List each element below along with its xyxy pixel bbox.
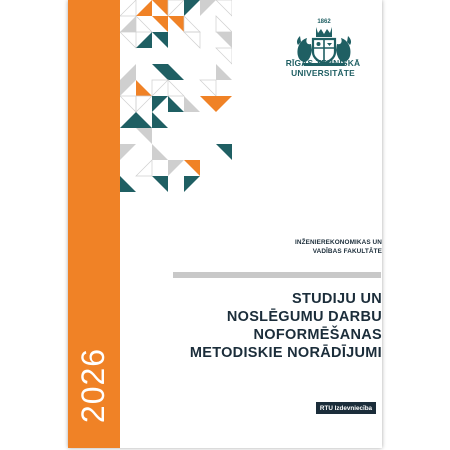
publisher-label: RTU Izdevniecība — [319, 404, 373, 412]
title-line: NOFORMĒŠANAS — [253, 327, 382, 343]
pattern-triangle — [120, 16, 136, 32]
document-title — [160, 290, 382, 362]
title-line: NOSLĒGUMU DARBU — [226, 309, 382, 325]
pattern-triangle — [152, 64, 168, 80]
pattern-triangle — [152, 96, 168, 112]
gray-divider-bar — [173, 272, 381, 278]
pattern-triangle — [216, 48, 232, 64]
pattern-triangle — [184, 16, 200, 32]
pattern-triangle — [120, 144, 136, 160]
pattern-triangle — [200, 96, 216, 112]
pattern-triangle — [184, 176, 200, 192]
faculty-line1: INŽENIEREKONOMIKAS UN — [295, 239, 382, 246]
university-name — [264, 58, 382, 78]
pattern-triangle — [168, 16, 184, 32]
publisher-badge — [316, 402, 376, 414]
pattern-triangle — [216, 64, 232, 80]
pattern-triangle — [216, 144, 232, 160]
title-line: STUDIJU UN — [291, 291, 382, 307]
book-cover — [68, 0, 382, 448]
pattern-triangle — [120, 112, 136, 128]
pattern-triangle — [152, 144, 168, 160]
pattern-triangle — [120, 176, 136, 192]
pattern-triangle — [136, 16, 152, 32]
pattern-triangle — [136, 32, 152, 48]
pattern-triangle — [136, 128, 152, 144]
pattern-triangle — [120, 96, 136, 112]
pattern-triangle — [120, 80, 136, 96]
faculty-name — [258, 238, 382, 256]
pattern-triangle — [152, 80, 168, 96]
university-name-line2: UNIVERSITĀTE — [291, 68, 355, 78]
pattern-triangle — [216, 0, 232, 16]
pattern-triangle — [184, 0, 200, 16]
pattern-triangle — [216, 16, 232, 32]
title-line: METODISKIE NORĀDĪJUMI — [189, 345, 382, 361]
pattern-triangle — [168, 0, 184, 16]
triangle-pattern — [120, 0, 232, 200]
logo-est-year: 1862 — [317, 19, 331, 25]
pattern-triangle — [216, 32, 232, 48]
pattern-triangle — [184, 96, 200, 112]
pattern-triangle — [136, 80, 152, 96]
pattern-triangle — [152, 176, 168, 192]
pattern-triangle — [136, 96, 152, 112]
year-text: 2026 — [75, 347, 112, 423]
pattern-triangle — [168, 160, 184, 176]
pattern-triangle — [120, 0, 136, 16]
pattern-triangle — [152, 112, 168, 128]
university-name-line1: RĪGAS TEHNISKĀ — [285, 58, 361, 68]
year-label — [68, 330, 122, 440]
pattern-triangle — [184, 160, 200, 176]
pattern-triangle — [136, 0, 152, 16]
pattern-triangle — [168, 80, 184, 96]
pattern-triangle — [136, 160, 152, 176]
pattern-triangle — [216, 96, 232, 112]
pattern-triangle — [152, 16, 168, 32]
pattern-triangle — [184, 32, 200, 48]
pattern-triangle — [168, 96, 184, 112]
pattern-triangle — [136, 112, 152, 128]
pattern-triangle — [200, 80, 216, 96]
pattern-triangle — [168, 64, 184, 80]
pattern-triangle — [120, 32, 136, 48]
pattern-triangle — [152, 32, 168, 48]
pattern-triangle — [152, 0, 168, 16]
pattern-triangle — [200, 0, 216, 16]
faculty-line2: VADĪBAS FAKULTĀTE — [312, 248, 382, 255]
pattern-triangle — [120, 64, 136, 80]
